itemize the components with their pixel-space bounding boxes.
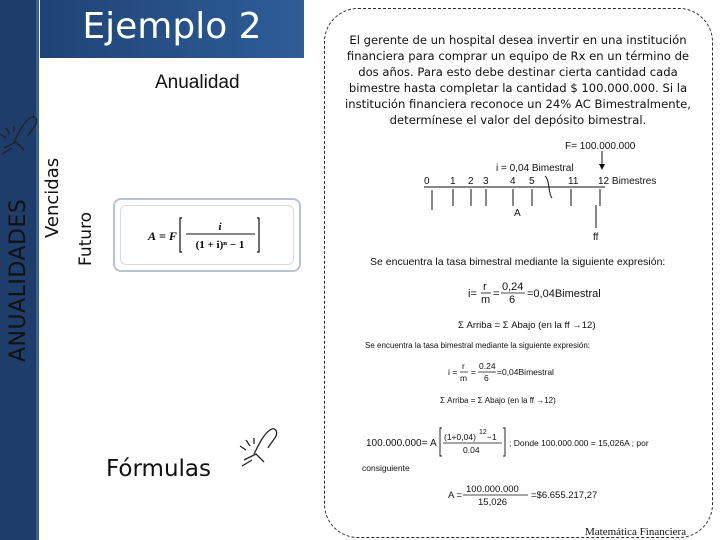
problem-statement: El gerente de un hospital desea invertir en una institución financiera para comprar un equipo de Rx en un término de dos años. Para esto debe destinar cierta cantidad cada bimestre hasta completar la cantidad $ 100.000.000. Si la institución financiera reconoce un 24% AC Bimestralmente, determínese el valor del depósito bimestral. [345,33,691,127]
equation-minus-one: −1 [487,432,497,442]
equation-bracket-right [503,428,505,456]
tick-3: 3 [483,176,489,187]
answer-value: =$6.655.217,27 [531,490,598,501]
vertical-label-futuro: Futuro [76,211,96,266]
solution-large-i: i= [468,288,477,300]
formulas-label: Fórmulas [106,456,211,482]
solution-large-m: m [481,294,491,306]
equation-A: A [430,438,437,449]
answer-frac-num: 100.000.000 [466,484,519,495]
equation-bracket-left [440,428,442,456]
solution-small-r: r [462,361,465,371]
solution-large-result: =0,04Bimestral [527,288,601,300]
formula-equals-F: = F [159,229,177,243]
equation-donde: ; Donde 100.000.000 = 15,026A ; por [509,438,649,448]
answer-A: A = [448,490,462,501]
solution-large-intro: Se encuentra la tasa bimestral mediante la siguiente expresión: [370,256,666,268]
equation-exponent: 12 [479,429,487,436]
timeline-rate: i = 0,04 Bimestral [496,163,574,174]
tick-12: 12 Bimestres [598,176,657,187]
solution-large-num: 0,24 [502,281,524,293]
solution-small-m: m [460,373,468,383]
equation-lhs: 100.000.000= [366,438,428,449]
equation-consiguiente: consiguiente [362,463,410,473]
future-value-arrowhead [599,164,605,170]
tick-5: 5 [529,176,535,187]
solution-small-intro: Se encuentra la tasa bimestral mediante la siguiente expresión: [365,341,591,350]
solution-small-result: =0,04Bimestral [497,367,554,377]
solution-large-den: 6 [509,294,516,306]
footer-label: Matemática Financiera [585,526,687,538]
tick-4: 4 [510,176,516,187]
formula-numerator: i [218,221,222,233]
tick-11: 11 [568,176,579,187]
timeline-future-value: F= 100.000.000 [565,141,636,152]
timeline-payment: A [514,208,521,219]
vertical-label-vencidas: Vencidas [42,157,63,238]
slide-title: Ejemplo 2 [82,6,262,47]
formula-denominator: (1 + i)ⁿ − 1 [195,239,245,251]
solution-small-i: i = [448,367,458,377]
solution-small-eq: = [471,367,476,377]
solution-large-sigma: Σ Arriba = Σ Abajo (en la ff →12) [458,320,596,331]
solution-large-eq: = [493,288,500,300]
timeline-ff: ff [593,232,599,243]
solution-small-den: 6 [484,373,489,383]
slide-subtitle: Anualidad [155,72,240,93]
formula-A: A [148,229,157,243]
tick-0: 0 [424,176,430,187]
solution-large-r: r [483,281,487,293]
vertical-label-anualidades: ANUALIDADES [6,198,31,362]
solution-small-sigma: Σ Arriba = Σ Abajo (en la ff →12) [440,396,556,405]
tick-2: 2 [468,176,474,187]
equation-num: (1+0,04) [444,432,476,442]
tick-1: 1 [450,176,456,187]
answer-frac-den: 15,026 [478,497,508,508]
equation-den: 0.04 [463,445,480,455]
solution-small-num: 0.24 [479,361,496,371]
